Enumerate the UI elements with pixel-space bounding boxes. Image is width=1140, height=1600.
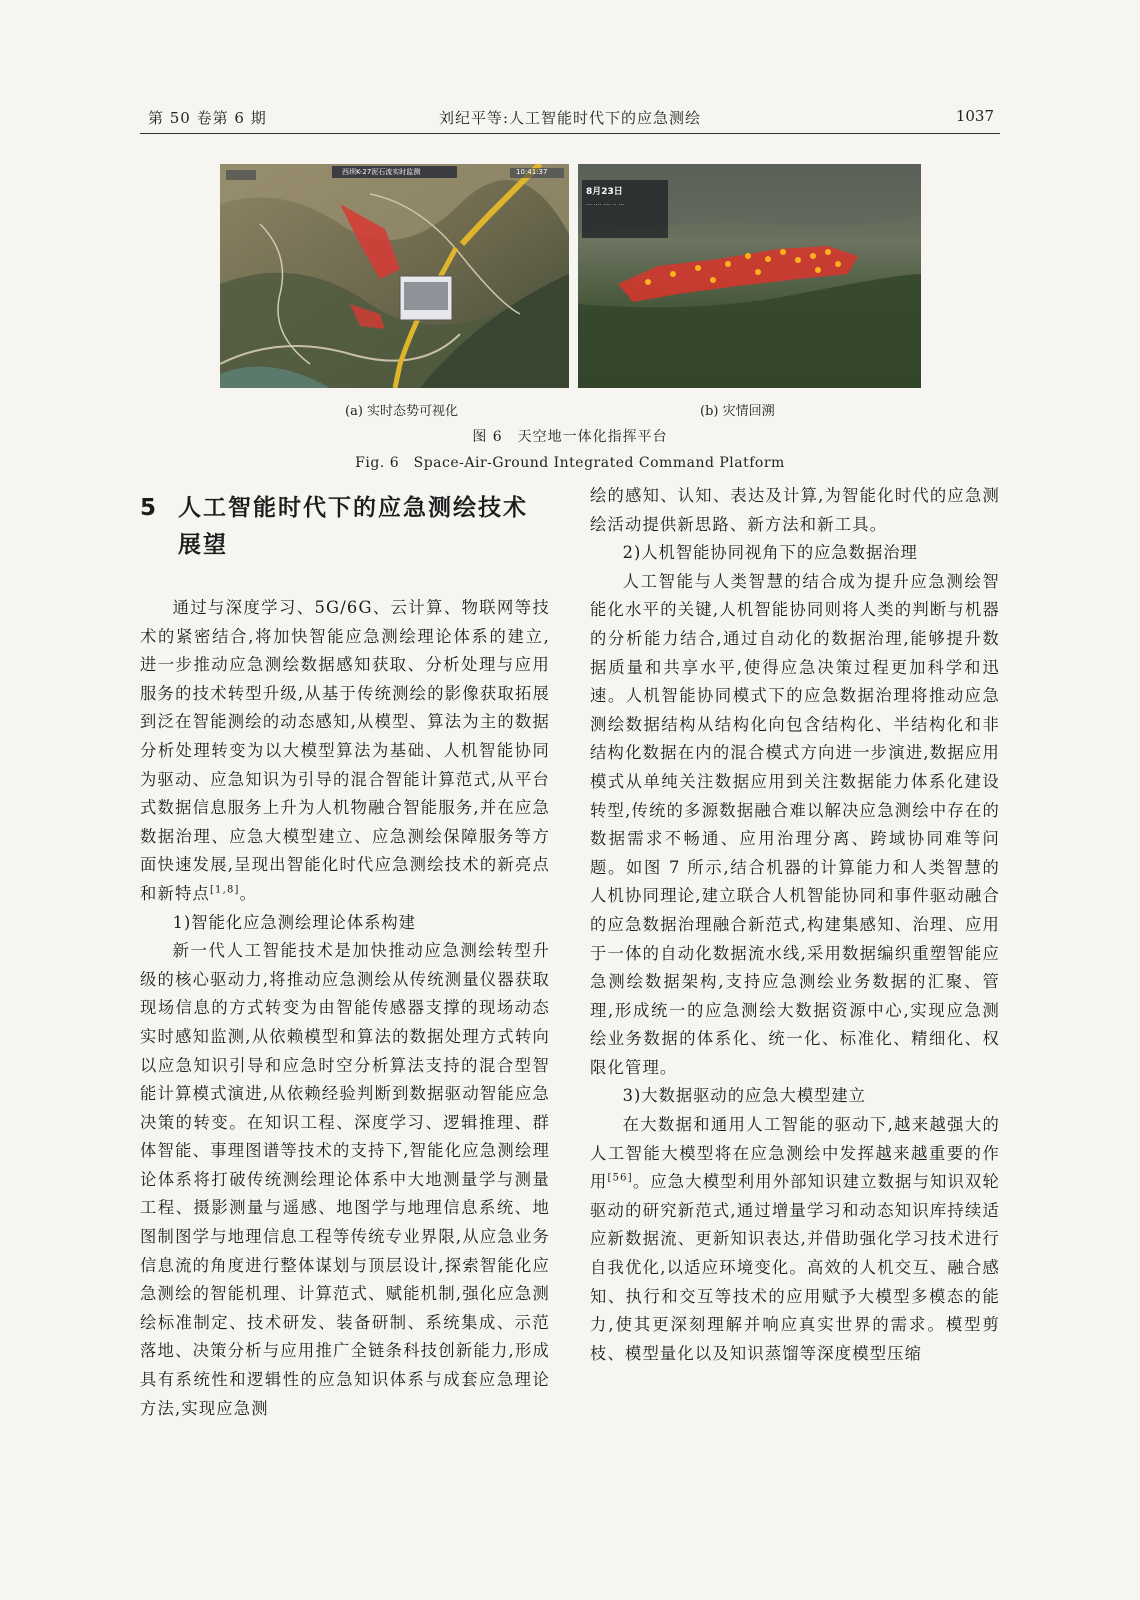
figure-subcaption-b: (b) 灾情回溯 — [700, 404, 775, 419]
citation: [56] — [607, 1172, 633, 1184]
subsection-1-title: 1)智能化应急测绘理论体系构建 — [172, 912, 416, 932]
subsection-3-text-a: 在大数据和通用人工智能的驱动下,越来越强大的人工智能大模型将在应急测绘中发挥越来越重要的作用 — [590, 1115, 1000, 1192]
intro-paragraph — [140, 594, 550, 909]
journal-volume: 第 50 卷第 6 期 — [148, 109, 267, 127]
right-column — [590, 482, 1000, 1368]
subsection-3-title: 3)大数据驱动的应急大模型建立 — [622, 1086, 866, 1106]
continued-paragraph: 绘的感知、认知、表达及计算,为智能化时代的应急测绘活动提供新思路、新方法和新工具。 — [590, 486, 1000, 534]
citation: [1,8] — [209, 884, 240, 896]
figure-panel-a-image — [220, 164, 569, 388]
section-heading — [140, 490, 550, 564]
intro-text: 通过与深度学习、5G/6G、云计算、物联网等技术的紧密结合,将加快智能应急测绘理论体系的建立,进一步推动应急测绘数据感知获取、分析处理与应用服务的技术转型升级,从基于传统测绘的影像获取拓展到泛在智能测绘的动态感知,从模型、算法为主的数据分析处理转变为以大模型算法为基础、人机智能协同为驱动、应急知识为引导的混合智能计算范式,从平台式数据信息服务上升为人机物融合智能服务,并在应急数据治理、应急大模型建立、应急测绘保障服务等方面快速发展,呈现出智能化时代应急测绘技术的新亮点和新特点 — [140, 598, 550, 903]
intro-end: 。 — [239, 883, 258, 903]
page-number: 1037 — [955, 107, 994, 125]
map-clock-label: 10:41:37 — [516, 168, 548, 176]
figure-caption-cn: 图 6 天空地一体化指挥平台 — [472, 429, 668, 445]
figure-subcaption-a: (a) 实时态势可视化 — [345, 404, 459, 419]
subsection-2-body: 人工智能与人类智慧的结合成为提升应急测绘智能化水平的关键,人机智能协同则将人类的判断与机器的分析能力结合,通过自动化的数据治理,能够提升数据质量和共享水平,使得应急决策过程更加科学和迅速。人机智能协同模式下的应急数据治理将推动应急测绘数据结构从结构化向包含结构化、半结构化和非结构化数据在内的混合模式方向进一步演进,数据应用模式从单纯关注数据应用到关注数据能力体系化建设转型,传统的多源数据融合难以解决应急测绘中存在的数据需求不畅通、应用治理分离、跨域协同难等问题。如图 7 所示,结合机器的计算能力和人类智慧的人机协同理论,建立联合人机智能协同和事件驱动融合的应急数据治理融合新范式,构建集感知、治理、应用于一体的自动化数据流水线,采用数据编织重塑智能应急测绘数据架构,支持应急测绘业务数据的汇聚、管理,形成统一的应急测绘大数据资源中心,实现应急测绘业务数据的体系化、统一化、标准化、精细化、权限化管理。 — [590, 571, 1000, 1077]
figure-panel-b-image — [578, 164, 921, 388]
subsection-1-body: 新一代人工智能技术是加快推动应急测绘转型升级的核心驱动力,将推动应急测绘从传统测量仪器获取现场信息的方式转变为由智能传感器支撑的现场动态实时感知监测,从依赖模型和算法的数据处理方式转向以应急知识引导和应急时空分析算法支持的混合型智能计算模式演进,从依赖经验判断到数据驱动智能应急决策的转变。在知识工程、深度学习、逻辑推理、群体智能、事理图谱等技术的支持下,智能化应急测绘理论体系将打破传统测绘理论体系中大地测量学与测量工程、摄影测量与遥感、地图学与地理信息系统、地图制图学与地理信息工程等传统专业界限,从应急业务信息流的角度进行整体谋划与顶层设计,探索智能化应急测绘的智能机理、计算范式、赋能机制,强化应急测绘标准制定、技术研发、装备研制、系统集成、示范落地、决策分析与应用推广全链条科技创新能力,形成具有系统性和逻辑性的应急知识体系与成套应急理论方法,实现应急测 — [140, 941, 550, 1418]
figure-caption-en: Fig. 6 Space-Air-Ground Integrated Command Platform — [355, 455, 785, 471]
section-title: 人工智能时代下的应急测绘技术展望 — [178, 495, 528, 558]
subsection-2-title: 2)人机智能协同视角下的应急数据治理 — [622, 543, 918, 563]
header-rule — [140, 133, 1000, 134]
replay-date-label: 8月23日 — [586, 187, 623, 197]
replay-info-text: ··· ···· ···· ·· ··· — [586, 202, 625, 209]
subsection-3-body — [590, 1111, 1000, 1368]
running-title: 刘纪平等:人工智能时代下的应急测绘 — [438, 109, 702, 127]
subsection-3-text-b: 。应急大模型利用外部知识建立数据与知识双轮驱动的研究新范式,通过增量学习和动态知识库持续适应新数据流、更新知识表达,并借助强化学习技术进行自我优化,以适应环境变化。高效的人机交互、融合感知、执行和交互等技术的应用赋予大模型多模态的能力,使其更深刻理解并响应真实世界的需求。模型剪枝、模型量化以及知识蒸馏等深度模型压缩 — [590, 1172, 1001, 1363]
running-header — [140, 103, 1000, 133]
left-column — [140, 484, 550, 1423]
map-title-label: 西坝K-27泥石流实时监测 — [342, 168, 421, 176]
section-number: 5 — [140, 495, 159, 521]
